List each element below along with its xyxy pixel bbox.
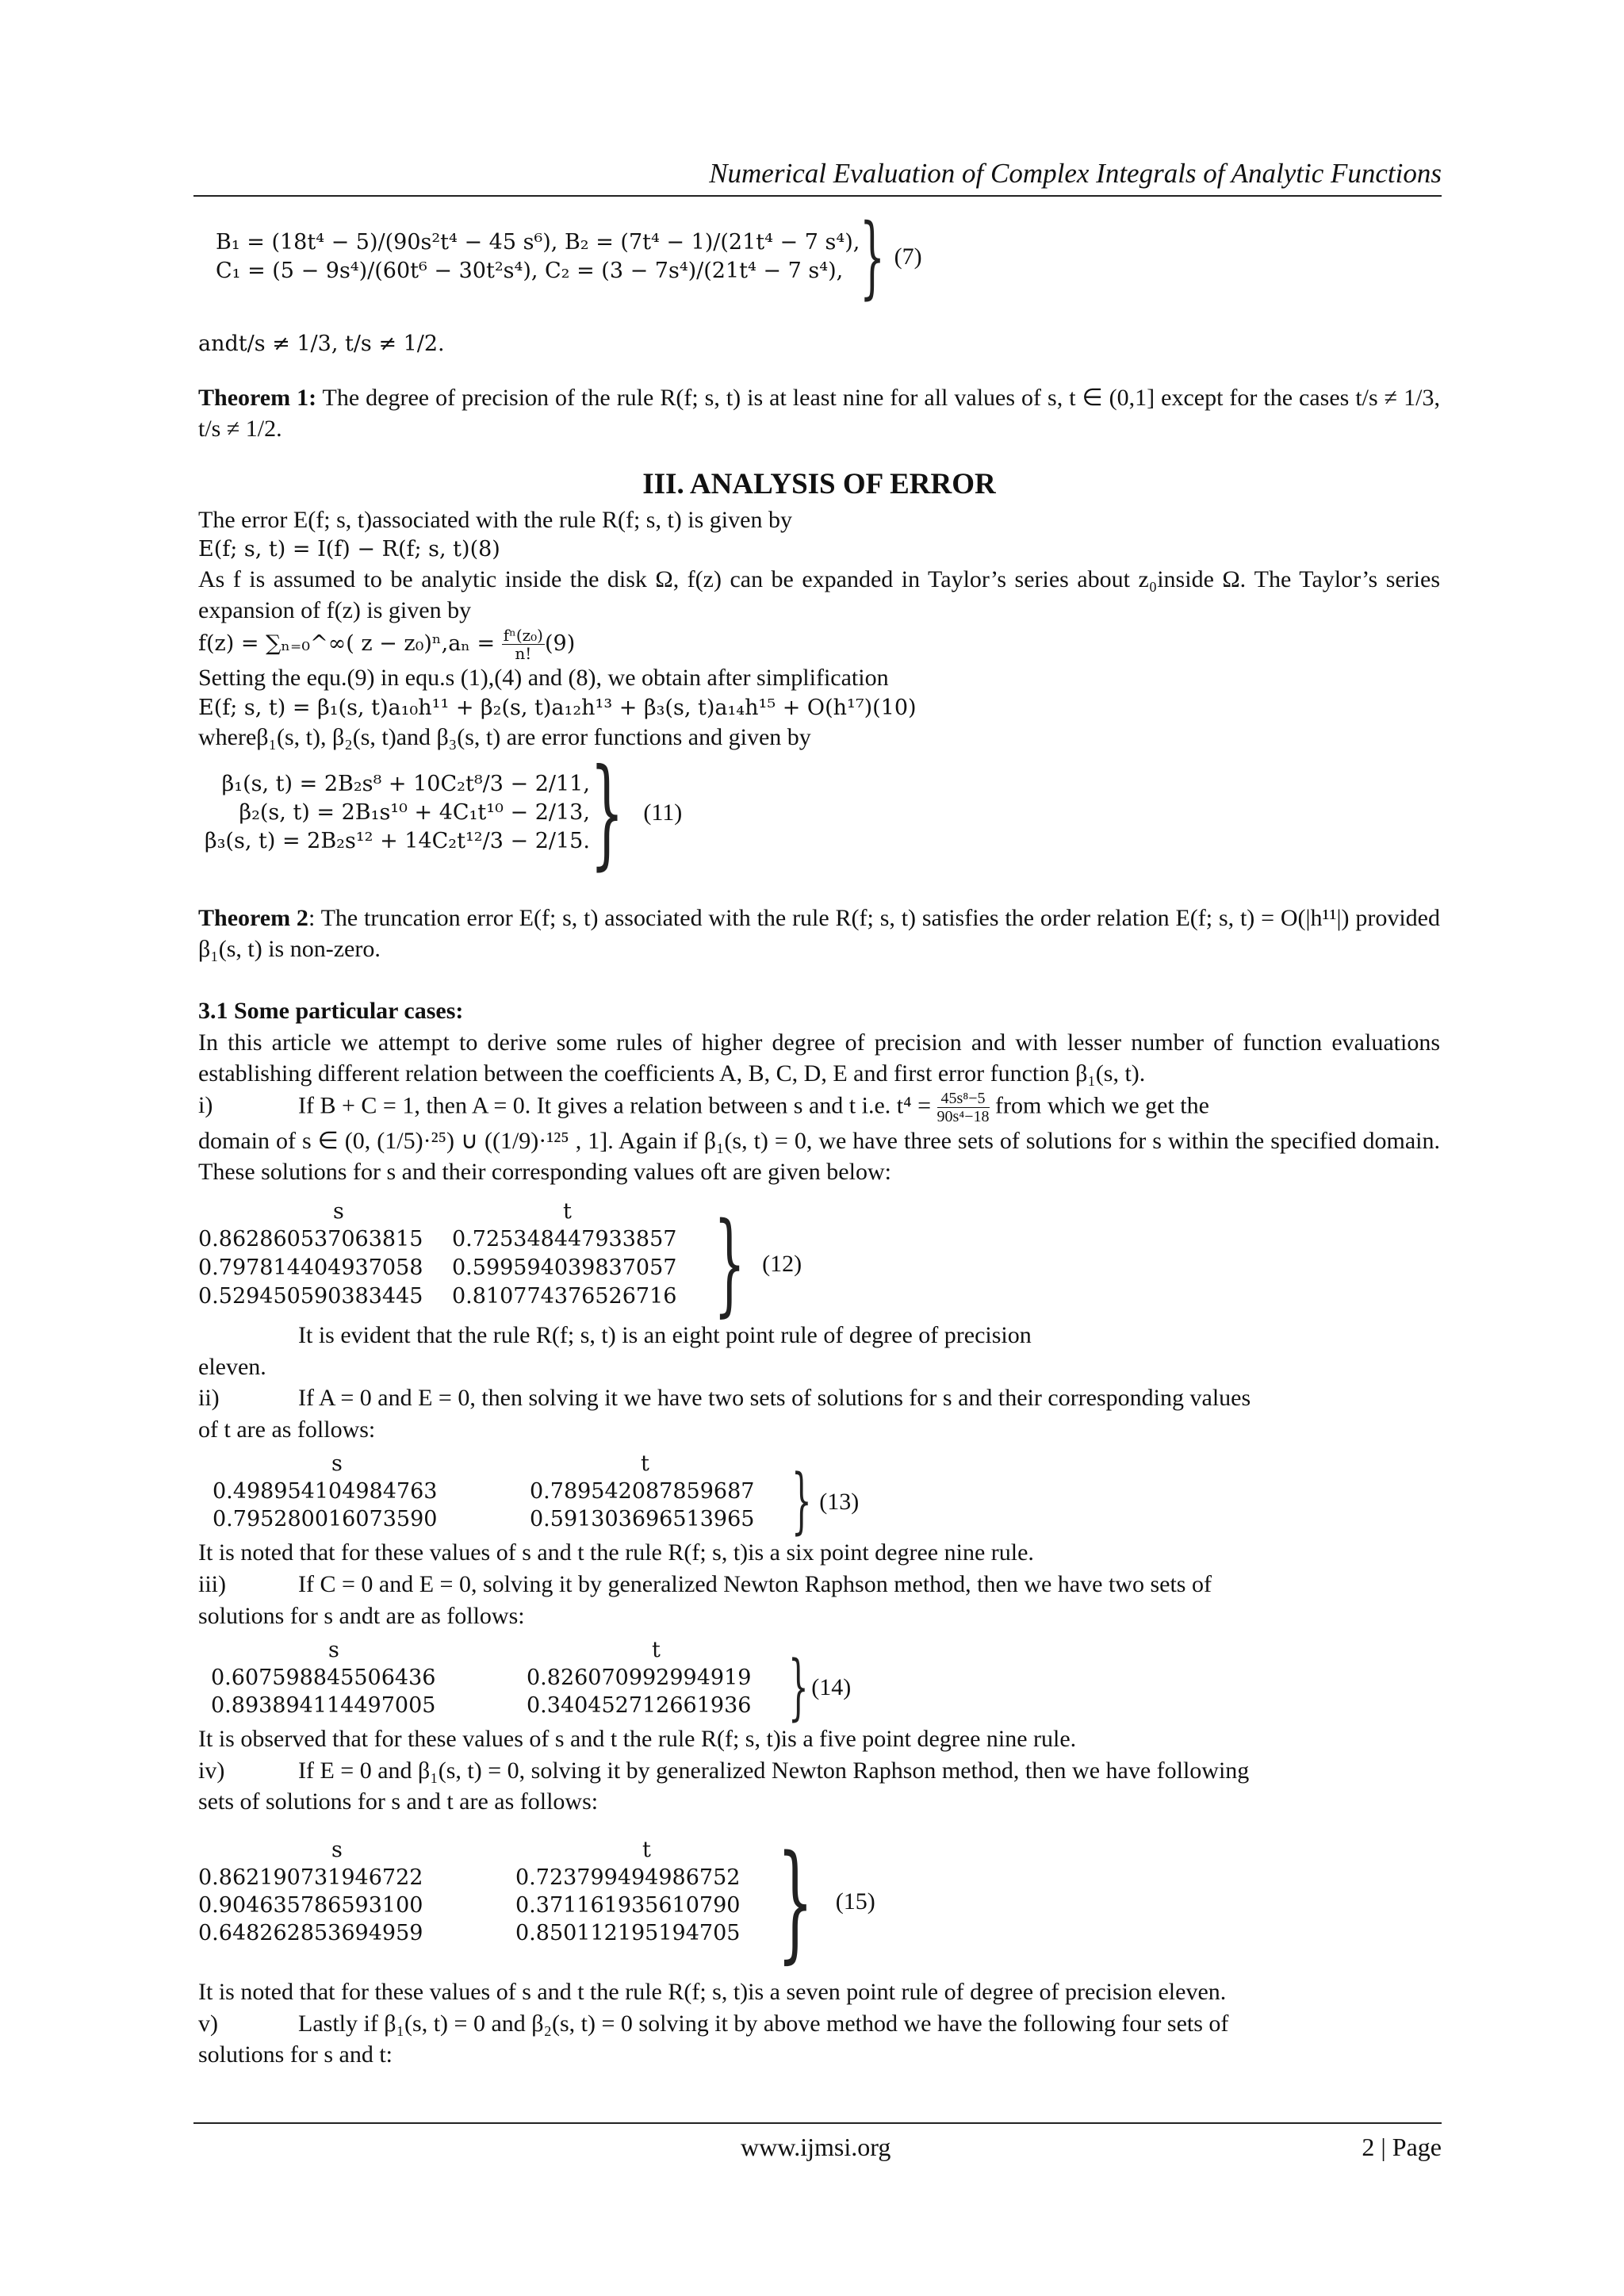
column-header-s: s [331, 1451, 343, 1476]
case-5-continuation: solutions for s and t: [198, 2041, 393, 2068]
case-5-text: Lastly if β₁(s, t) = 0 and β₂(s, t) = 0 solving it by above method we have the following four sets of [298, 2010, 1229, 2037]
cell-t-1: 0.725348447933857 [452, 1227, 677, 1252]
theorem-1-label: Theorem 1: [198, 384, 317, 411]
cell-s-1: 0.862860537063815 [198, 1227, 423, 1252]
right-brace: } [589, 743, 624, 882]
case-1-text-a: If B + C = 1, then A = 0. It gives a relation between s and t i.e. t⁴ = [298, 1092, 937, 1119]
case-3 [198, 1569, 1440, 1600]
cell-t-1: 0.723799494986752 [515, 1865, 741, 1890]
section-heading: III. ANALYSIS OF ERROR [642, 467, 996, 500]
equation-10: E(f; s, t) = β₁(s, t)a₁₀h¹¹ + β₂(s, t)a₁₂h¹³ + β₃(s, t)a₁₄h¹⁵ + O(h¹⁷)(10) [198, 695, 917, 720]
eq9-number: (9) [544, 631, 576, 657]
eq9-numerator: fⁿ(z₀) [503, 626, 543, 646]
equation-number: (7) [894, 243, 922, 270]
case-1-text [298, 1090, 1209, 1125]
cell-s-1: 0.607598845506436 [211, 1665, 436, 1690]
cell-s-2: 0.904635786593100 [198, 1892, 423, 1918]
equation-9 [198, 627, 1440, 662]
right-brace: } [860, 205, 886, 309]
page-footer [193, 2122, 1442, 2164]
solutions-table-14 [198, 1631, 1440, 1730]
case-4-conclusion: It is noted that for these values of s and t the rule R(f; s, t)is a seven point rule of degree of precision eleven. [198, 1978, 1227, 2005]
cell-t-2: 0.591303696513965 [530, 1506, 755, 1531]
condition-line: andt/s ≠ 1/3, t/s ≠ 1/2. [198, 332, 445, 356]
cell-s-2: 0.795280016073590 [213, 1506, 438, 1531]
eq11-line-3: β₃(s, t) = 2B₂s¹² + 14C₂t¹²/3 − 2/15. [205, 828, 590, 853]
column-header-t: t [641, 1451, 649, 1476]
page-header [193, 155, 1442, 197]
cell-s-2: 0.893894114497005 [211, 1692, 436, 1718]
eq7-line-2: C₁ = (5 − 9s⁴)/(60t⁶ − 30t²s⁴), C₂ = (3 − 7s⁴)/(21t⁴ − 7 s⁴), [216, 259, 844, 283]
eq7-line-1: B₁ = (18t⁴ − 5)/(90s²t⁴ − 45 s⁶), B₂ = (7t⁴ − 1)/(21t⁴ − 7 s⁴), [216, 230, 860, 255]
subsection-intro: In this article we attempt to derive some rules of higher degree of precision and with lesser number of function evaluations establishing different relation between the coefficients A, B, C, D, E and first error function β₁(s, t). [198, 1029, 1440, 1087]
case-5 [198, 2008, 1440, 2040]
case-1-continuation: domain of s ∈ (0, (1/5)·²⁵) ∪ ((1/9)·¹²⁵ , 1]. Again if β₁(s, t) = 0, we have three sets of solutions for s within the specified domain. These solutions for s and their corresponding values oft are given below: [198, 1127, 1440, 1186]
page-content [198, 205, 1440, 2071]
column-header-s: s [333, 1198, 344, 1224]
cell-t-2: 0.599594039837057 [452, 1255, 677, 1281]
cell-s-1: 0.498954104984763 [213, 1478, 438, 1504]
case-3-text: If C = 0 and E = 0, solving it by generalized Newton Raphson method, then we have two sets of [298, 1570, 1212, 1597]
right-brace: } [777, 1826, 814, 1976]
case-1-conclusion: It is evident that the rule R(f; s, t) is an eight point rule of degree of precision [298, 1322, 1032, 1349]
cell-t-1: 0.789542087859687 [530, 1478, 755, 1504]
case-1 [198, 1090, 1440, 1125]
column-header-t: t [642, 1837, 651, 1862]
case-2 [198, 1382, 1440, 1414]
column-header-s: s [331, 1837, 343, 1862]
equation-11 [205, 743, 1440, 882]
equation-7 [216, 205, 1440, 309]
cell-t-2: 0.371161935610790 [515, 1892, 741, 1918]
equation-8: E(f; s, t) = I(f) − R(f; s, t)(8) [198, 537, 500, 562]
eq9-fraction [502, 627, 545, 662]
case-1-text-b: from which we get the [989, 1092, 1209, 1119]
case-4-continuation: sets of solutions for s and t are as follows: [198, 1788, 599, 1815]
equation-number: (14) [811, 1674, 852, 1701]
case-2-continuation: of t are as follows: [198, 1416, 376, 1443]
case-5-numeral: v) [198, 2010, 218, 2037]
theorem-2-text: : The truncation error E(f; s, t) associated with the rule R(f; s, t) satisfies the order relation E(f; s, t) = O(|h¹¹|) provided β₁(s, t) is non-zero. [198, 904, 1440, 963]
eq9-lhs: f(z) = ∑ₙ₌₀^∞( z − z₀)ⁿ,aₙ = [198, 631, 502, 657]
cell-s-1: 0.862190731946722 [198, 1865, 423, 1890]
case-2-conclusion: It is noted that for these values of s and t the rule R(f; s, t)is a six point degree nine rule. [198, 1539, 1034, 1566]
taylor-paragraph: As f is assumed to be analytic inside the disk Ω, f(z) can be expanded in Taylor’s series about z₀inside Ω. The Taylor’s series expansion of f(z) is given by [198, 565, 1440, 624]
cell-s-2: 0.797814404937058 [198, 1255, 423, 1281]
column-header-t: t [563, 1198, 572, 1224]
case-4-text: If E = 0 and β₁(s, t) = 0, solving it by generalized Newton Raphson method, then we have following [298, 1757, 1250, 1784]
t4-numerator: 45s⁸−5 [937, 1090, 990, 1108]
case-2-numeral: ii) [198, 1385, 220, 1412]
eq11-line-2: β₂(s, t) = 2B₁s¹⁰ + 4C₁t¹⁰ − 2/13, [239, 800, 590, 826]
eq9-denominator: n! [515, 644, 532, 664]
equation-number: (13) [819, 1488, 860, 1515]
running-title: Numerical Evaluation of Complex Integrals of Analytic Functions [709, 157, 1442, 189]
case-2-text: If A = 0 and E = 0, then solving it we have two sets of solutions for s and their corresponding values [298, 1385, 1251, 1412]
cell-t-3: 0.850112195194705 [515, 1921, 741, 1946]
theorem-1-text: The degree of precision of the rule R(f; s, t) is at least nine for all values of s, t ∈ (0,1] except for the cases t/s ≠ 1/3, t/s ≠ 1/2. [198, 384, 1440, 443]
case-3-conclusion: It is observed that for these values of s and t the rule R(f; s, t)is a five point degree nine rule. [198, 1726, 1077, 1753]
cell-t-3: 0.810774376526716 [452, 1283, 677, 1309]
error-intro: The error E(f; s, t)associated with the rule R(f; s, t) is given by [198, 506, 792, 533]
equation-number: (12) [762, 1251, 802, 1278]
right-brace: } [791, 1459, 812, 1543]
column-header-t: t [652, 1637, 661, 1662]
right-brace: } [714, 1199, 746, 1329]
equation-number: (15) [835, 1888, 875, 1915]
right-brace: } [788, 1646, 809, 1730]
page-number: 2 | Page [1362, 2133, 1442, 2161]
theorem-1 [198, 382, 1440, 445]
theorem-2 [198, 903, 1440, 965]
solutions-table-12 [198, 1188, 1440, 1329]
journal-website: www.ijmsi.org [741, 2133, 891, 2161]
case-3-continuation: solutions for s andt are as follows: [198, 1602, 525, 1629]
theorem-2-label: Theorem 2 [198, 904, 308, 931]
subsection-heading: 3.1 Some particular cases: [198, 998, 464, 1025]
cell-t-1: 0.826070992994919 [527, 1665, 752, 1690]
t4-fraction [937, 1090, 990, 1125]
case-1-conclusion-cont: eleven. [198, 1353, 266, 1380]
column-header-s: s [328, 1637, 339, 1662]
eq11-line-1: β₁(s, t) = 2B₂s⁸ + 10C₂t⁸/3 − 2/11, [221, 772, 590, 797]
t4-denominator: 90s⁴−18 [936, 1107, 990, 1125]
cell-s-3: 0.648262853694959 [198, 1921, 423, 1946]
case-4 [198, 1755, 1440, 1787]
equation-number: (11) [643, 799, 683, 826]
solutions-table-15 [198, 1818, 1440, 1976]
cell-t-2: 0.340452712661936 [527, 1692, 752, 1718]
case-4-numeral: iv) [198, 1757, 225, 1784]
solutions-table-13 [198, 1445, 1440, 1543]
case-3-numeral: iii) [198, 1570, 226, 1597]
setting-line: Setting the equ.(9) in equ.s (1),(4) and (8), we obtain after simplification [198, 665, 889, 692]
case-1-numeral: i) [198, 1091, 213, 1118]
error-functions-intro: whereβ₁(s, t), β₂(s, t)and β₃(s, t) are error functions and given by [198, 724, 811, 751]
cell-s-3: 0.529450590383445 [198, 1283, 423, 1309]
